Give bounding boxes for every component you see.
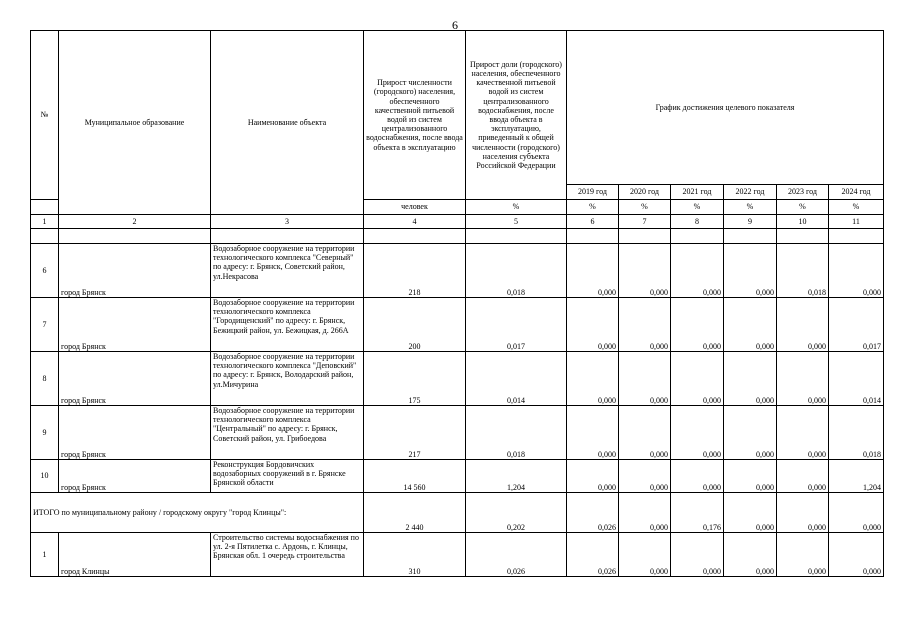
total-year-value: 0,000 [724, 493, 777, 533]
year-value: 0,000 [724, 533, 777, 577]
row-number: 7 [31, 298, 59, 352]
table-row [31, 352, 884, 406]
object-cell: Строительство системы водоснабжения по ул. 2-я Пятилетка с. Ардонь, г. Клинцы, Брянская обл. 1 очередь строительства [211, 533, 364, 577]
column-number: 4 [364, 215, 466, 229]
total-row [31, 493, 884, 533]
year-value: 0,000 [777, 406, 829, 460]
total-year-value: 0,000 [829, 493, 884, 533]
year-value: 0,026 [567, 533, 619, 577]
share-cell: 0,017 [466, 298, 567, 352]
row-number: 1 [31, 533, 59, 577]
year-value: 0,000 [567, 460, 619, 493]
header-year: 2024 год [829, 185, 884, 200]
unit-people: человек [364, 200, 466, 215]
total-year-value: 0,000 [619, 493, 671, 533]
column-number: 1 [31, 215, 59, 229]
row-number: 9 [31, 406, 59, 460]
year-value: 0,000 [777, 533, 829, 577]
year-value: 0,000 [724, 298, 777, 352]
table-row [31, 244, 884, 298]
municipality-cell: город Брянск [59, 406, 211, 460]
year-value: 0,000 [619, 298, 671, 352]
share-cell: 0,026 [466, 533, 567, 577]
column-number: 5 [466, 215, 567, 229]
year-value: 0,000 [671, 352, 724, 406]
column-number: 3 [211, 215, 364, 229]
column-number: 7 [619, 215, 671, 229]
header-year: 2019 год [567, 185, 619, 200]
municipality-cell: город Брянск [59, 244, 211, 298]
year-value: 0,000 [671, 244, 724, 298]
year-value: 0,000 [619, 406, 671, 460]
people-cell: 310 [364, 533, 466, 577]
header-year: 2021 год [671, 185, 724, 200]
people-cell: 14 560 [364, 460, 466, 493]
share-cell: 0,014 [466, 352, 567, 406]
year-value: 0,000 [777, 298, 829, 352]
object-cell: Водозаборное сооружение на территории технологического комплекса "Северный" по адресу: г. Брянск, Советский район, ул.Некрасова [211, 244, 364, 298]
year-value: 0,018 [829, 406, 884, 460]
header-share-growth: Прирост доли (городского) населения, обеспеченного качественной питьевой водой из систем централизованного водоснабжения, после ввода объекта в эксплуатацию, приведенный к общей численности (городского) населения субъекта Российской Федерации [466, 31, 567, 200]
people-cell: 200 [364, 298, 466, 352]
year-value: 0,000 [724, 244, 777, 298]
year-value: 0,000 [619, 352, 671, 406]
table-row [31, 460, 884, 493]
header-no: № [31, 31, 59, 200]
object-cell: Реконструкция Бордовичских водозаборных сооружений в г. Брянске Брянской области [211, 460, 364, 493]
year-value: 0,000 [567, 244, 619, 298]
year-value: 0,000 [777, 460, 829, 493]
page-number: 6 [452, 18, 458, 32]
total-year-value: 0,176 [671, 493, 724, 533]
total-year-value: 0,000 [777, 493, 829, 533]
unit-percent: % [567, 200, 619, 215]
table-row [31, 298, 884, 352]
people-cell: 217 [364, 406, 466, 460]
year-value: 0,000 [671, 460, 724, 493]
year-value: 0,000 [829, 533, 884, 577]
unit-percent: % [466, 200, 567, 215]
municipality-cell: город Брянск [59, 298, 211, 352]
year-value: 0,000 [829, 244, 884, 298]
year-value: 0,000 [671, 298, 724, 352]
year-value: 0,000 [619, 244, 671, 298]
municipality-cell: город Клинцы [59, 533, 211, 577]
year-value: 0,000 [724, 352, 777, 406]
total-label: ИТОГО по муниципальному району / городскому округу "город Клинцы": [31, 493, 364, 533]
unit-percent: % [619, 200, 671, 215]
year-value: 0,014 [829, 352, 884, 406]
year-value: 0,000 [567, 352, 619, 406]
object-cell: Водозаборное сооружение на территории технологического комплекса "Деповский" по адресу: г. Брянск, Володарский район, ул.Мичурина [211, 352, 364, 406]
share-cell: 0,018 [466, 244, 567, 298]
column-number: 10 [777, 215, 829, 229]
unit-percent: % [829, 200, 884, 215]
unit-percent: % [777, 200, 829, 215]
column-number: 6 [567, 215, 619, 229]
year-value: 0,000 [567, 298, 619, 352]
header-year: 2022 год [724, 185, 777, 200]
column-number: 9 [724, 215, 777, 229]
column-number: 11 [829, 215, 884, 229]
year-value: 0,000 [724, 406, 777, 460]
unit-percent: % [671, 200, 724, 215]
header-year: 2020 год [619, 185, 671, 200]
header-municipality: Муниципальное образование [59, 31, 211, 215]
column-number: 2 [59, 215, 211, 229]
municipality-cell: город Брянск [59, 460, 211, 493]
unit-percent: % [724, 200, 777, 215]
target-indicator-table [30, 30, 884, 577]
people-cell: 175 [364, 352, 466, 406]
year-value: 0,000 [619, 460, 671, 493]
year-value: 0,000 [619, 533, 671, 577]
column-number: 8 [671, 215, 724, 229]
share-cell: 0,018 [466, 406, 567, 460]
share-cell: 1,204 [466, 460, 567, 493]
total-share: 0,202 [466, 493, 567, 533]
people-cell: 218 [364, 244, 466, 298]
row-number: 8 [31, 352, 59, 406]
object-cell: Водозаборное сооружение на территории технологического комплекса "Городищенский" по адресу: г. Брянск, Бежицкий район, ул. Бежицкая, д. 266А [211, 298, 364, 352]
row-number: 6 [31, 244, 59, 298]
unit-empty [31, 200, 59, 215]
year-value: 0,000 [671, 533, 724, 577]
header-schedule: График достижения целевого показателя [567, 31, 884, 185]
year-value: 1,204 [829, 460, 884, 493]
year-value: 0,000 [724, 460, 777, 493]
year-value: 0,000 [567, 406, 619, 460]
row-number: 10 [31, 460, 59, 493]
year-value: 0,017 [829, 298, 884, 352]
table-row [31, 406, 884, 460]
header-population-growth: Прирост численности (городского) населения, обеспеченного качественной питьевой водой из систем централизованного водоснабжения, после ввода объекта в эксплуатацию [364, 31, 466, 200]
header-year: 2023 год [777, 185, 829, 200]
table-row [31, 533, 884, 577]
object-cell: Водозаборное сооружение на территории технологического комплекса "Центральный" по адресу: г. Брянск, Советский район, ул. Грибоедова [211, 406, 364, 460]
municipality-cell: город Брянск [59, 352, 211, 406]
header-object: Наименование объекта [211, 31, 364, 215]
total-year-value: 0,026 [567, 493, 619, 533]
total-people: 2 440 [364, 493, 466, 533]
year-value: 0,000 [671, 406, 724, 460]
year-value: 0,018 [777, 244, 829, 298]
year-value: 0,000 [777, 352, 829, 406]
